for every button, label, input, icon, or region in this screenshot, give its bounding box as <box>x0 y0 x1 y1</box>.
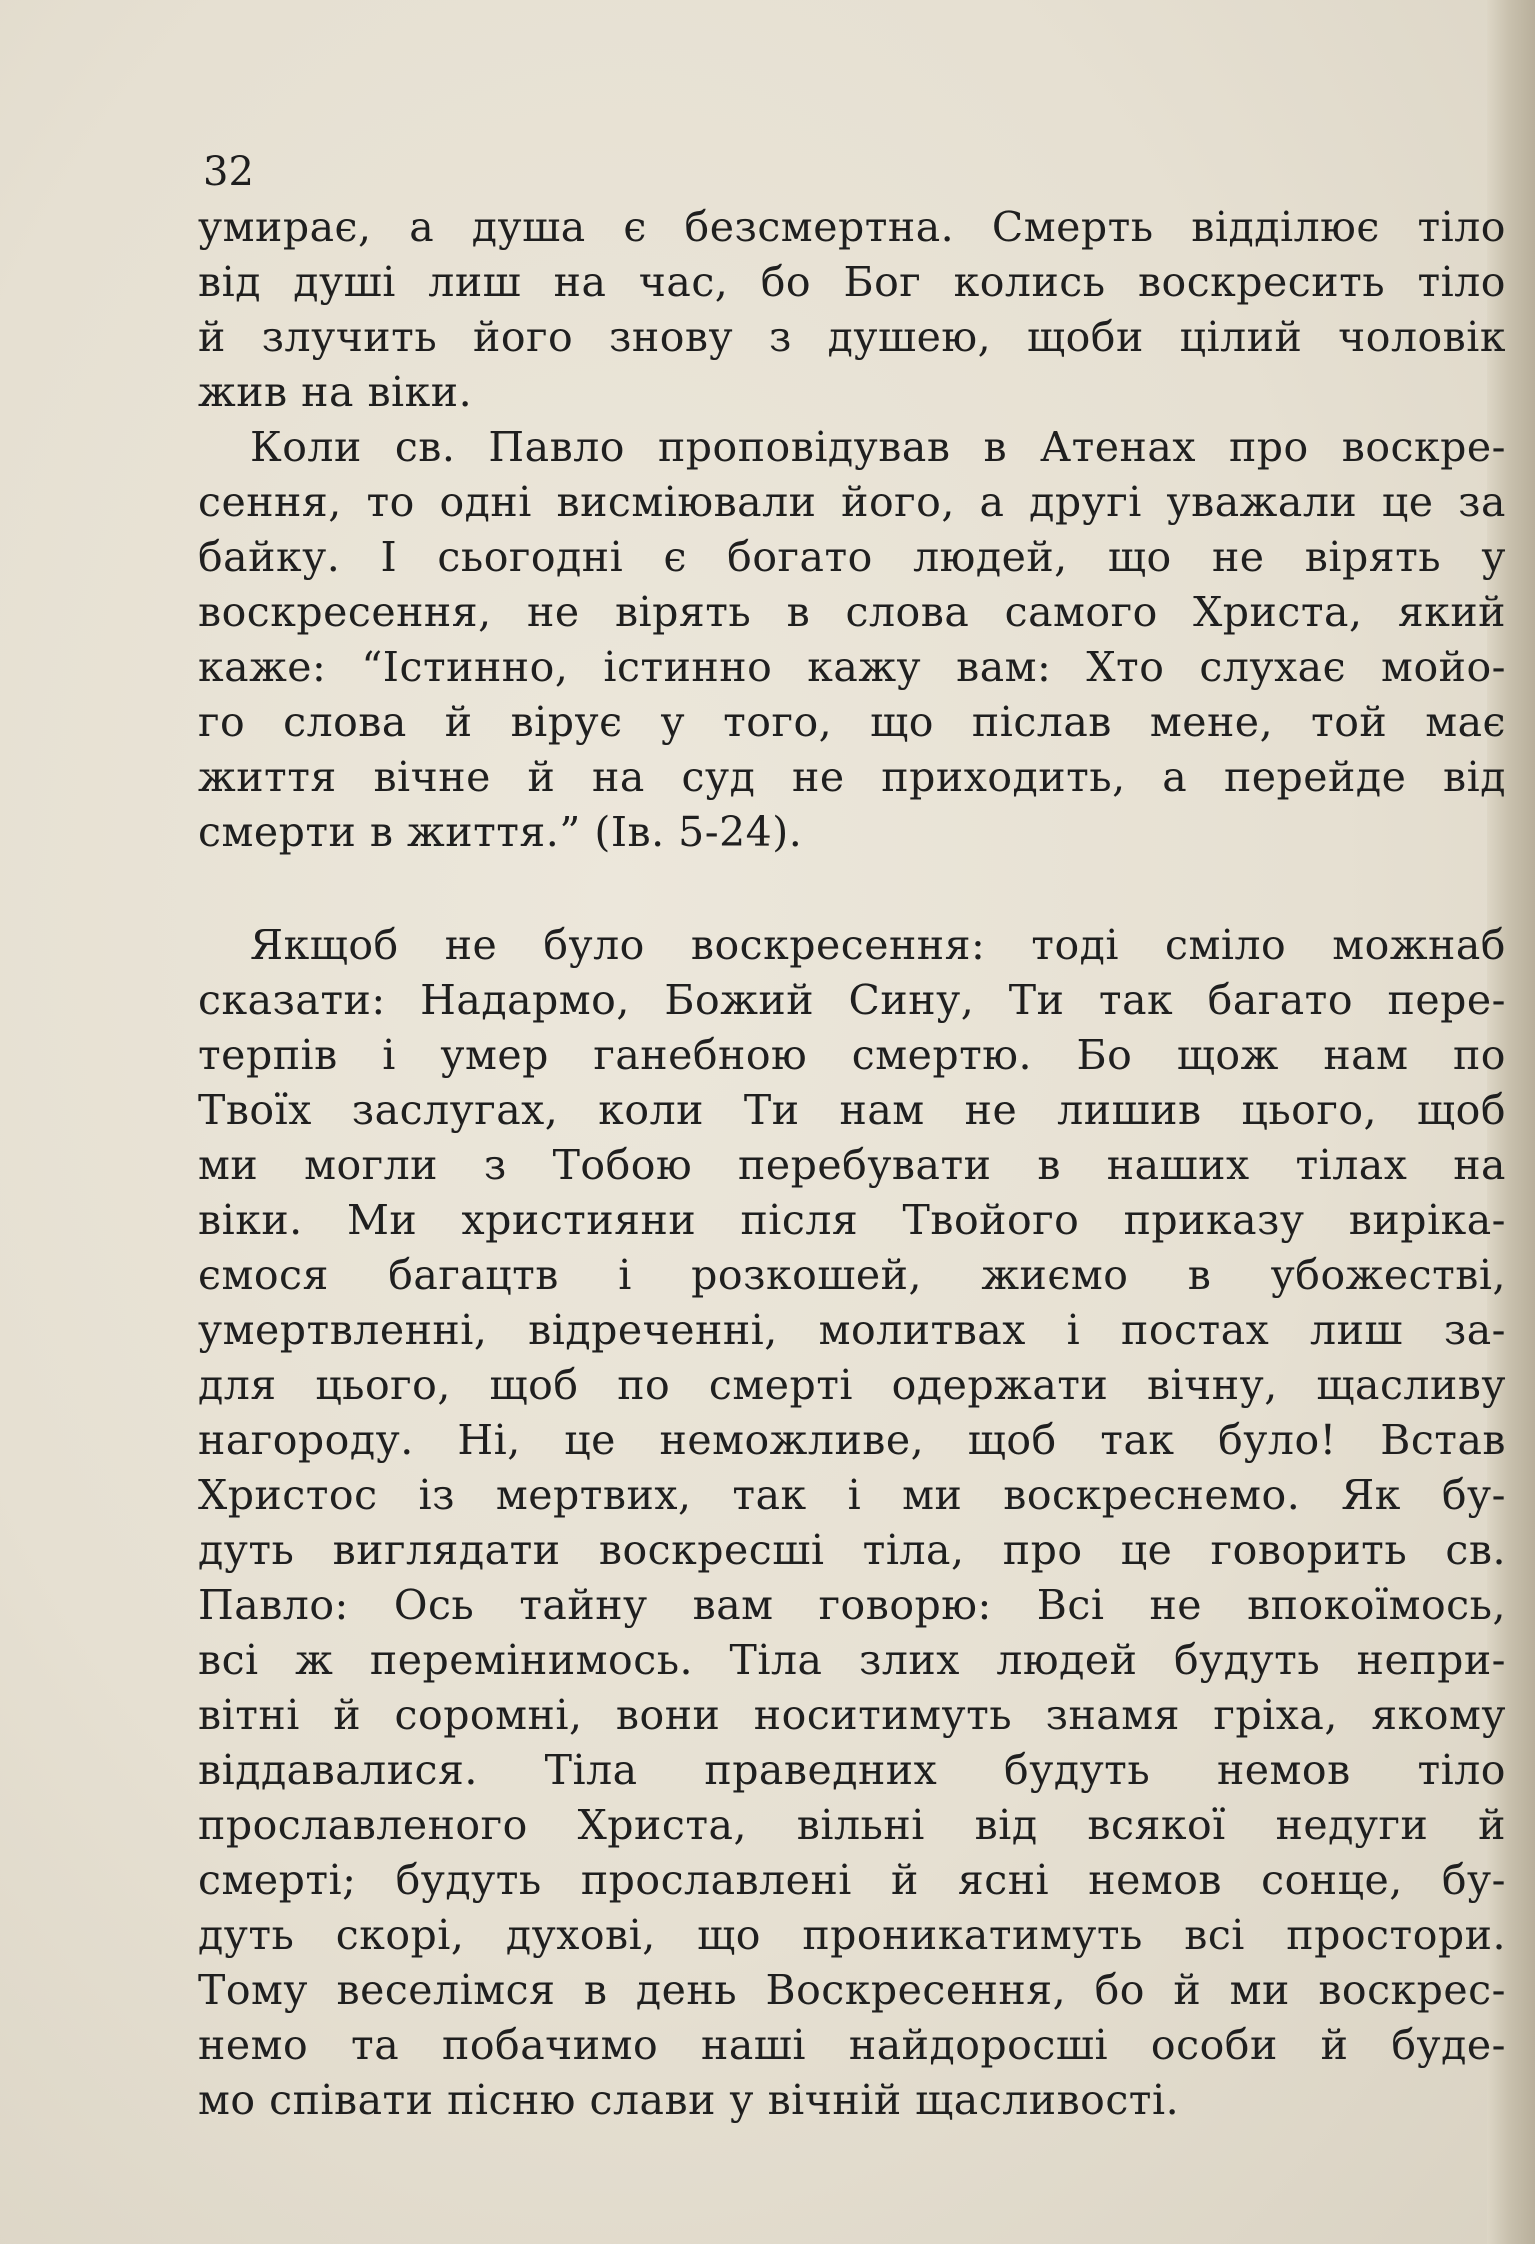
text-line: всі ж перемінимось. Тіла злих людей будуть непри- <box>198 1636 1506 1684</box>
paragraph-3 <box>198 918 1506 2128</box>
text-line: віки. Ми християни після Твойого приказу вирікa- <box>198 1196 1506 1244</box>
text-line: ми могли з Тобою перебувати в наших тілах на <box>198 1141 1506 1189</box>
text-line: терпів і умер ганебною смертю. Бо щож нам по <box>198 1031 1506 1079</box>
text-line: дуть виглядати воскресші тіла, про це говорить св. <box>198 1526 1506 1574</box>
paragraph-1 <box>198 200 1506 420</box>
text-line: ємося багацтв і розкошей, жиємо в убожестві, <box>198 1251 1506 1299</box>
page-number: 32 <box>203 149 254 195</box>
text-line: від душі лиш на час, бо Бог колись воскресить тіло <box>198 258 1506 306</box>
text-line: дуть скорі, духові, що проникатимуть всі простори. <box>198 1911 1506 1959</box>
text-line: немо та побачимо наші найдоросші особи й буде- <box>198 2021 1506 2069</box>
paragraph-2 <box>198 420 1506 860</box>
text-line: Тому веселімся в день Воскресення, бо й ми воскрес- <box>198 1966 1506 2014</box>
text-line: віддавалися. Тіла праведних будуть немов тіло <box>198 1746 1506 1794</box>
text-line: жив на віки. <box>198 368 473 416</box>
text-line: вітні й соромні, вони носитимуть знамя гріха, якому <box>198 1691 1506 1739</box>
text-line: умертвленні, відреченні, молитвах і постах лиш за- <box>198 1306 1506 1354</box>
text-line: воскресення, не вірять в слова самого Христа, який <box>198 588 1506 636</box>
text-line: Коли св. Павло проповідував в Атенах про воскре- <box>250 423 1506 471</box>
text-line: Павло: Ось тайну вам говорю: Всі не впокоїмось, <box>198 1581 1506 1629</box>
text-line: байку. І сьогодні є богато людей, що не вірять у <box>198 533 1506 581</box>
text-line: Твоїх заслугах, коли Ти нам не лишив цього, щоб <box>198 1086 1506 1134</box>
text-line: для цього, щоб по смерті одержати вічну, щасливу <box>198 1361 1506 1409</box>
paragraph-spacer <box>198 860 1506 918</box>
text-line: сказати: Надармо, Божий Сину, Ти так багато пере- <box>198 976 1506 1024</box>
text-line: й злучить його знову з душею, щоби цілий чоловік <box>198 313 1506 361</box>
text-line: нагороду. Ні, це неможливе, щоб так було! Встав <box>198 1416 1506 1464</box>
text-line: смерти в життя.” (Ів. 5-24). <box>198 808 803 856</box>
text-line: сення, то одні висміювали його, а другі уважали це за <box>198 478 1506 526</box>
text-line: мо співати пісню слави у вічній щасливості. <box>198 2076 1180 2124</box>
text-line: життя вічне й на суд не приходить, а перейде від <box>198 753 1506 801</box>
text-line: прославленого Христа, вільні від всякої недуги й <box>198 1801 1506 1849</box>
text-line: каже: “Істинно, істинно кажу вам: Хто слухає мойо- <box>198 643 1506 691</box>
text-line: Якщоб не було воскресення: тоді сміло можнаб <box>250 921 1506 969</box>
text-line: Христос із мертвих, так і ми воскреснемо. Як бу- <box>198 1471 1506 1519</box>
body-text <box>198 200 1506 2128</box>
text-line: го слова й вірує у того, що післав мене, той має <box>198 698 1506 746</box>
text-line: умирає, а душа є безсмертна. Смерть відділює тіло <box>198 203 1506 251</box>
text-line: смерті; будуть прославлені й ясні немов сонце, бу- <box>198 1856 1506 1904</box>
